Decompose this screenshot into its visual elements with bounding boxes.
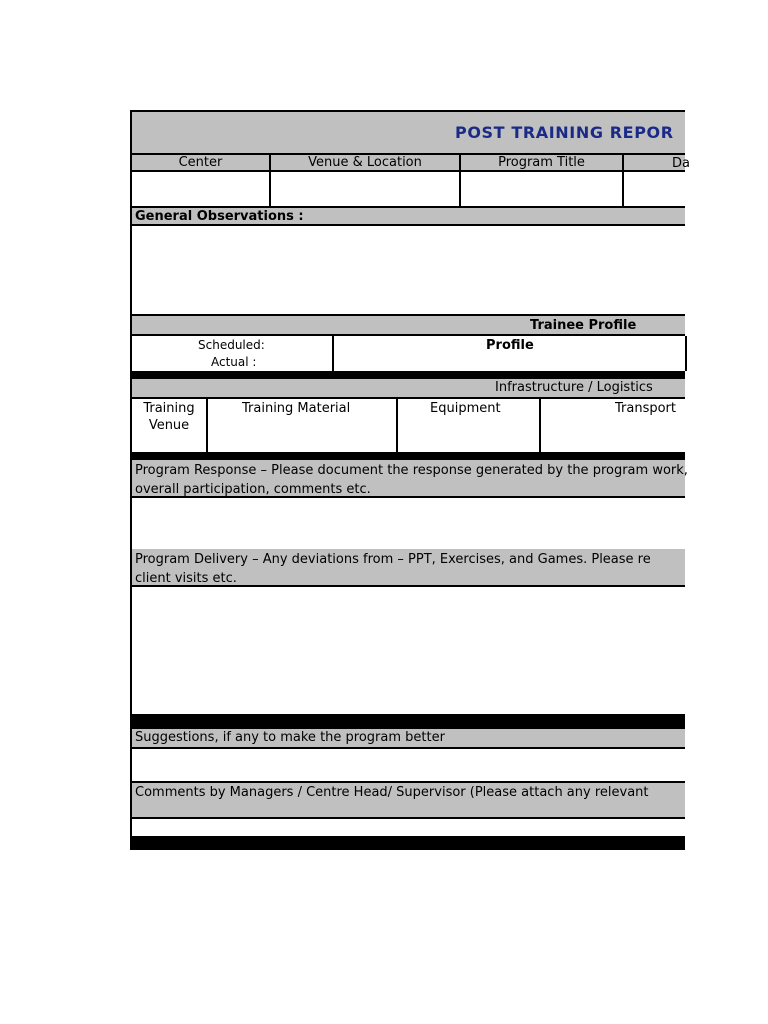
transport-cell[interactable] bbox=[541, 399, 687, 452]
delivery-divider bbox=[130, 714, 685, 729]
footer-bar bbox=[130, 836, 685, 850]
trainee-profile-row bbox=[130, 334, 685, 371]
trainee-profile-header bbox=[130, 314, 685, 334]
column-header-venue-location: Venue & Location bbox=[271, 155, 461, 170]
suggestions-field[interactable] bbox=[130, 749, 685, 783]
column-header-program-title: Program Title bbox=[461, 155, 624, 170]
program-response-field[interactable] bbox=[130, 498, 685, 549]
comments-header bbox=[130, 783, 685, 819]
header-input-row bbox=[130, 172, 685, 206]
report-title: POST TRAINING REPOR bbox=[455, 123, 674, 142]
equipment-cell[interactable] bbox=[398, 399, 541, 452]
program-response-label: Program Response – Please document the response generated by the program work, overall participation, comments etc. bbox=[135, 463, 688, 497]
column-header-date: Da bbox=[672, 156, 690, 171]
actual-label: Actual : bbox=[211, 355, 257, 369]
title-band bbox=[130, 110, 685, 153]
infrastructure-header bbox=[130, 379, 685, 397]
suggestions-header bbox=[130, 729, 685, 749]
column-header-center: Center bbox=[132, 155, 271, 170]
general-observations-header bbox=[130, 206, 685, 226]
date-field[interactable] bbox=[624, 172, 687, 206]
equipment-label: Equipment bbox=[430, 401, 501, 416]
venue-location-field[interactable] bbox=[271, 172, 461, 206]
training-material-cell[interactable] bbox=[208, 399, 398, 452]
program-delivery-label: Program Delivery – Any deviations from – PPT, Exercises, and Games. Please re client visits etc. bbox=[135, 552, 651, 586]
center-field[interactable] bbox=[132, 172, 271, 206]
trainee-profile-heading: Trainee Profile bbox=[530, 318, 637, 333]
comments-field[interactable] bbox=[130, 819, 685, 836]
program-response-header bbox=[130, 460, 688, 498]
suggestions-label: Suggestions, if any to make the program better bbox=[135, 730, 445, 745]
scheduled-label: Scheduled: bbox=[198, 338, 265, 352]
training-material-label: Training Material bbox=[242, 401, 351, 416]
infrastructure-divider bbox=[130, 452, 685, 460]
general-observations-label: General Observations : bbox=[135, 209, 304, 224]
program-title-field[interactable] bbox=[461, 172, 624, 206]
profile-label: Profile bbox=[486, 338, 534, 353]
training-venue-cell[interactable] bbox=[132, 399, 208, 452]
infrastructure-heading: Infrastructure / Logistics bbox=[495, 380, 653, 395]
program-delivery-header bbox=[130, 549, 685, 587]
transport-label: Transport bbox=[615, 401, 677, 416]
profile-cell[interactable] bbox=[334, 336, 687, 371]
profile-divider bbox=[130, 371, 685, 379]
infrastructure-row bbox=[130, 397, 685, 452]
scheduled-actual-cell[interactable] bbox=[132, 336, 334, 371]
header-row bbox=[130, 153, 690, 172]
comments-label: Comments by Managers / Centre Head/ Supervisor (Please attach any relevant bbox=[135, 785, 649, 800]
program-delivery-field[interactable] bbox=[130, 587, 685, 714]
training-venue-label: Training Venue bbox=[143, 401, 195, 433]
general-observations-field[interactable] bbox=[130, 226, 685, 315]
post-training-report-form bbox=[130, 110, 690, 850]
